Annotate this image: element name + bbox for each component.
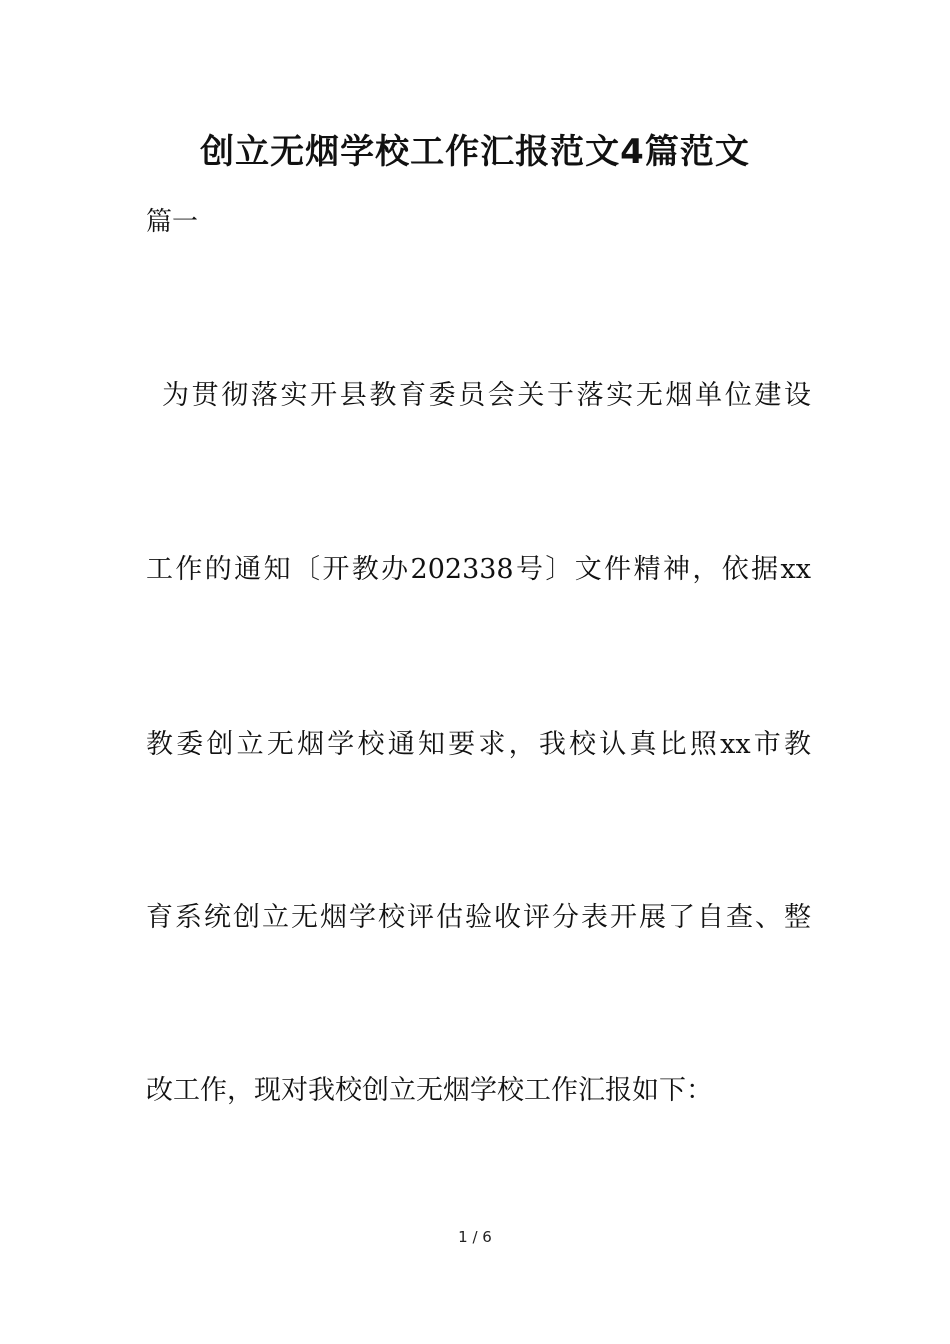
paragraph-line: 育系统创立无烟学校评估验收评分表开展了自查、整 [146, 902, 811, 933]
section-label: 篇一 [146, 207, 199, 237]
paragraph-line: 教委创立无烟学校通知要求，我校认真比照xx市教 [146, 729, 811, 760]
paragraph-line: 为贯彻落实开县教育委员会关于落实无烟单位建设 [162, 380, 811, 411]
page-number: 1 / 6 [458, 1228, 492, 1246]
document-title: 创立无烟学校工作汇报范文4篇范文 [200, 132, 750, 172]
paragraph-line: 工作的通知〔开教办202338号〕文件精神，依据xx [146, 554, 811, 585]
paragraph-line: 改工作，现对我校创立无烟学校工作汇报如下： [146, 1075, 713, 1106]
